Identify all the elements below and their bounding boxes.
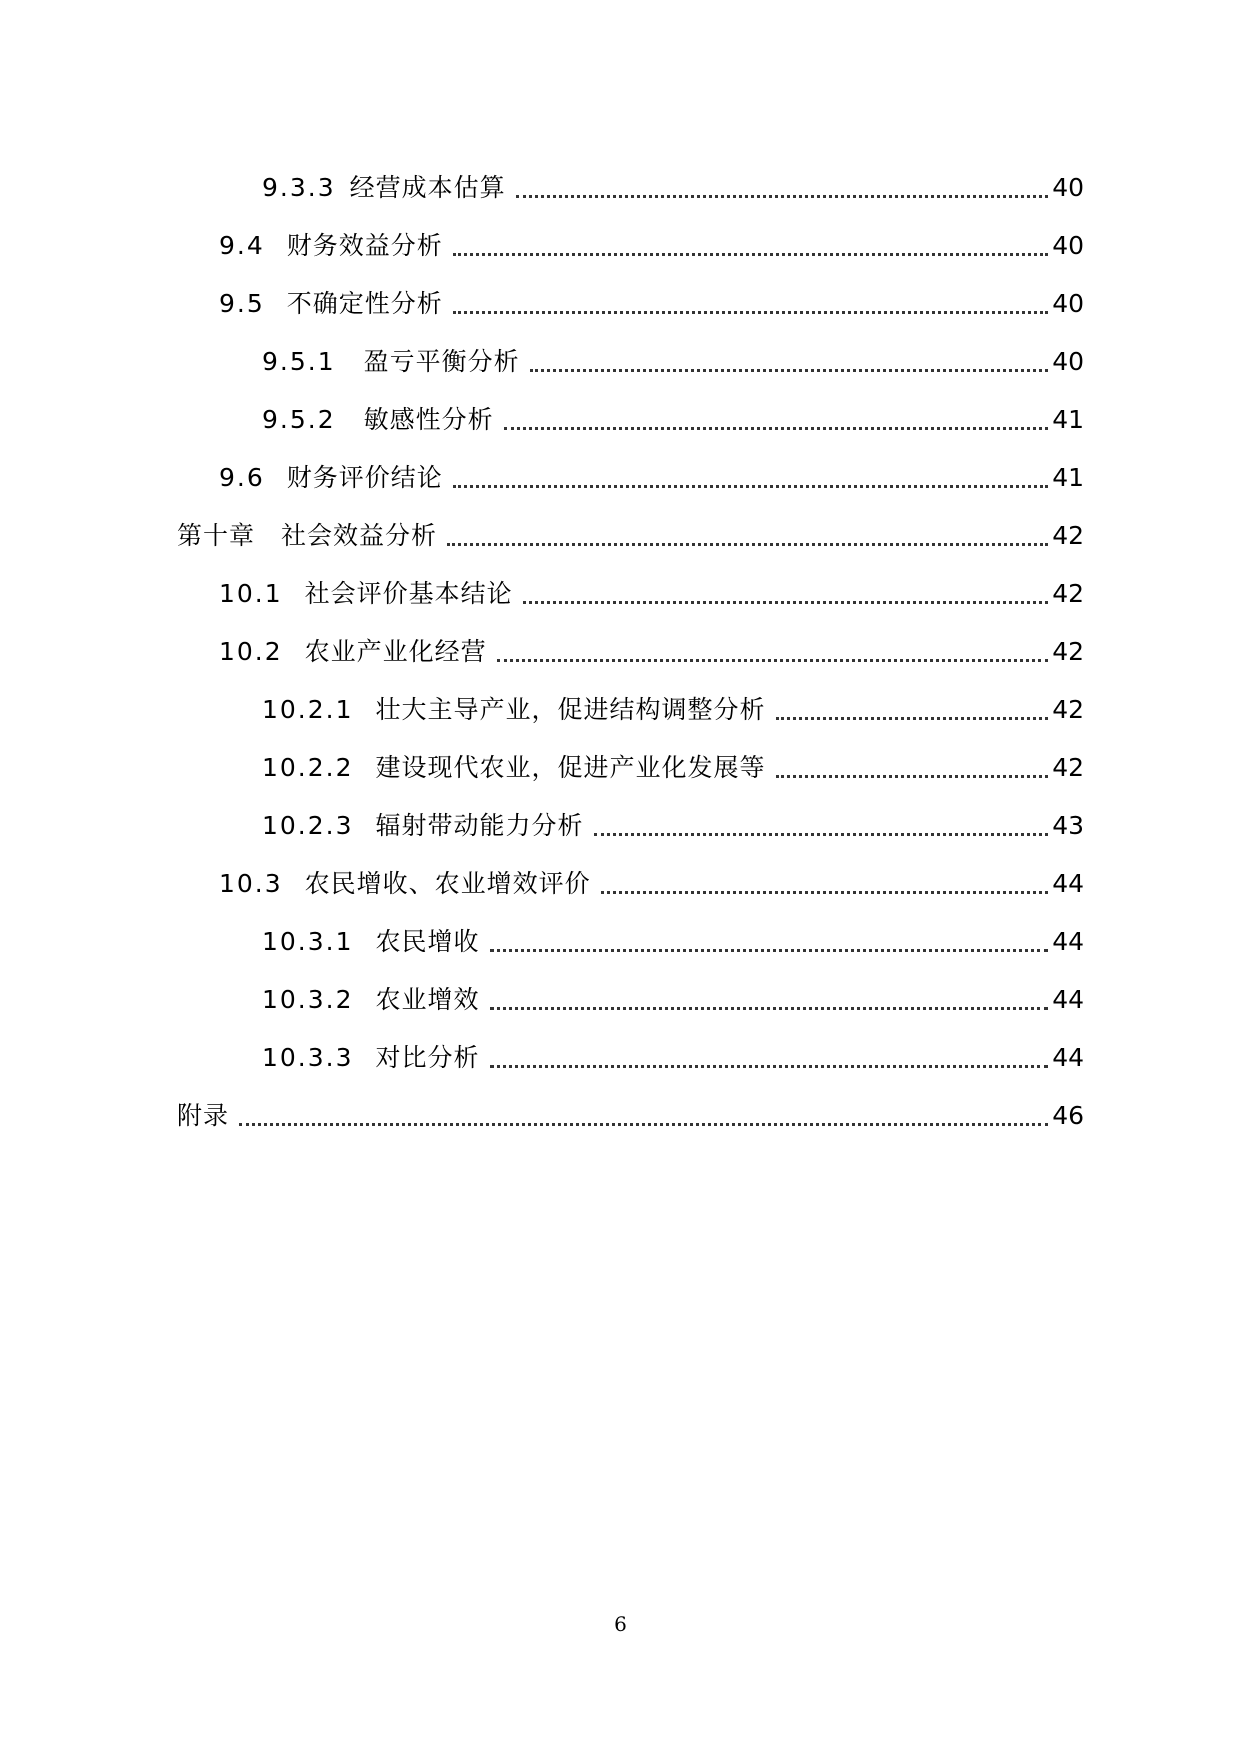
dot-leader: [453, 485, 1048, 488]
dot-leader: [447, 543, 1048, 546]
toc-entry-title: 农业增效: [375, 985, 480, 1014]
toc-entry[interactable]: [262, 168, 1084, 208]
toc-entry-page: 43: [1052, 811, 1084, 840]
toc-entry[interactable]: [262, 806, 1084, 846]
toc-entry-title: 农民增收: [375, 927, 480, 956]
toc-entry[interactable]: [219, 458, 1084, 498]
toc-entry-page: 40: [1052, 173, 1084, 202]
toc-entry[interactable]: [219, 574, 1084, 614]
toc-entry-title: 财务效益分析: [286, 231, 443, 260]
page-number: 6: [614, 1612, 627, 1636]
toc-entry-title: 经营成本估算: [349, 173, 506, 202]
toc-entry[interactable]: [262, 980, 1084, 1020]
toc-entry-title: 盈亏平衡分析: [363, 347, 520, 376]
toc-entry[interactable]: [219, 864, 1084, 904]
toc-entry-page: 40: [1052, 231, 1084, 260]
dot-leader: [239, 1123, 1048, 1126]
toc-entry-page: 40: [1052, 347, 1084, 376]
toc-entry[interactable]: [262, 400, 1084, 440]
dot-leader: [453, 311, 1048, 314]
dot-leader: [490, 1007, 1048, 1010]
toc-entry-page: 42: [1052, 521, 1084, 550]
toc-entry-number: 10.2.1: [262, 695, 354, 724]
toc-entry[interactable]: [219, 284, 1084, 324]
dot-leader: [516, 195, 1048, 198]
toc-entry-page: 42: [1052, 753, 1084, 782]
toc-entry[interactable]: [219, 632, 1084, 672]
toc-entry-title: 财务评价结论: [286, 463, 443, 492]
toc-entry-number: 10.2.3: [262, 811, 354, 840]
toc-entry-page: 44: [1052, 869, 1084, 898]
toc-entry-page: 44: [1052, 985, 1084, 1014]
toc-entry-page: 42: [1052, 637, 1084, 666]
toc-entry-number: 9.5: [219, 289, 265, 318]
toc-entry-page: 44: [1052, 1043, 1084, 1072]
toc-entry-number: 10.3.3: [262, 1043, 354, 1072]
toc-entry[interactable]: [262, 748, 1084, 788]
toc-entry-page: 46: [1052, 1101, 1084, 1130]
toc-entry-title: 辐射带动能力分析: [375, 811, 584, 840]
toc-chapter-entry[interactable]: [177, 516, 1084, 556]
toc-entry-title: 对比分析: [375, 1043, 480, 1072]
toc-entry-title: 附录: [177, 1101, 230, 1130]
toc-entry-number: 10.3.1: [262, 927, 354, 956]
dot-leader: [530, 369, 1048, 372]
dot-leader: [523, 601, 1048, 604]
dot-leader: [776, 717, 1048, 720]
toc-entry-title: 壮大主导产业，促进结构调整分析: [375, 695, 766, 724]
toc-appendix-entry[interactable]: [177, 1096, 1084, 1136]
toc-entry-number: 10.2: [219, 637, 283, 666]
toc-entry-number: 10.3.2: [262, 985, 354, 1014]
toc-entry-title: 社会效益分析: [281, 521, 438, 550]
toc-entry-number: 10.2.2: [262, 753, 354, 782]
toc-entry[interactable]: [262, 922, 1084, 962]
dot-leader: [490, 949, 1048, 952]
toc-entry-page: 40: [1052, 289, 1084, 318]
toc-entry-number: 9.5.1: [262, 347, 336, 376]
toc-entry[interactable]: [262, 1038, 1084, 1078]
toc-entry-page: 44: [1052, 927, 1084, 956]
toc-entry-page: 41: [1052, 463, 1084, 492]
toc-entry-page: 42: [1052, 579, 1084, 608]
toc-entry-title: 不确定性分析: [286, 289, 443, 318]
toc-entry[interactable]: [262, 690, 1084, 730]
dot-leader: [594, 833, 1048, 836]
dot-leader: [497, 659, 1048, 662]
toc-entry-title: 敏感性分析: [363, 405, 494, 434]
toc-entry-title: 农民增收、农业增效评价: [304, 869, 591, 898]
dot-leader: [504, 427, 1048, 430]
toc-entry-number: 9.3.3: [262, 173, 336, 202]
dot-leader: [453, 253, 1048, 256]
toc-entry-number: 10.1: [219, 579, 283, 608]
toc-entry[interactable]: [219, 226, 1084, 266]
toc-entry-number: 9.5.2: [262, 405, 336, 434]
dot-leader: [601, 891, 1048, 894]
toc-entry-number: 第十章: [177, 521, 256, 550]
dot-leader: [776, 775, 1048, 778]
dot-leader: [490, 1065, 1048, 1068]
toc-entry[interactable]: [262, 342, 1084, 382]
toc-entry-title: 农业产业化经营: [304, 637, 487, 666]
toc-entry-number: 9.6: [219, 463, 265, 492]
toc-entry-title: 建设现代农业，促进产业化发展等: [375, 753, 766, 782]
toc-entry-title: 社会评价基本结论: [304, 579, 513, 608]
toc-entry-page: 41: [1052, 405, 1084, 434]
toc-entry-number: 10.3: [219, 869, 283, 898]
toc-entry-number: 9.4: [219, 231, 265, 260]
toc-entry-page: 42: [1052, 695, 1084, 724]
